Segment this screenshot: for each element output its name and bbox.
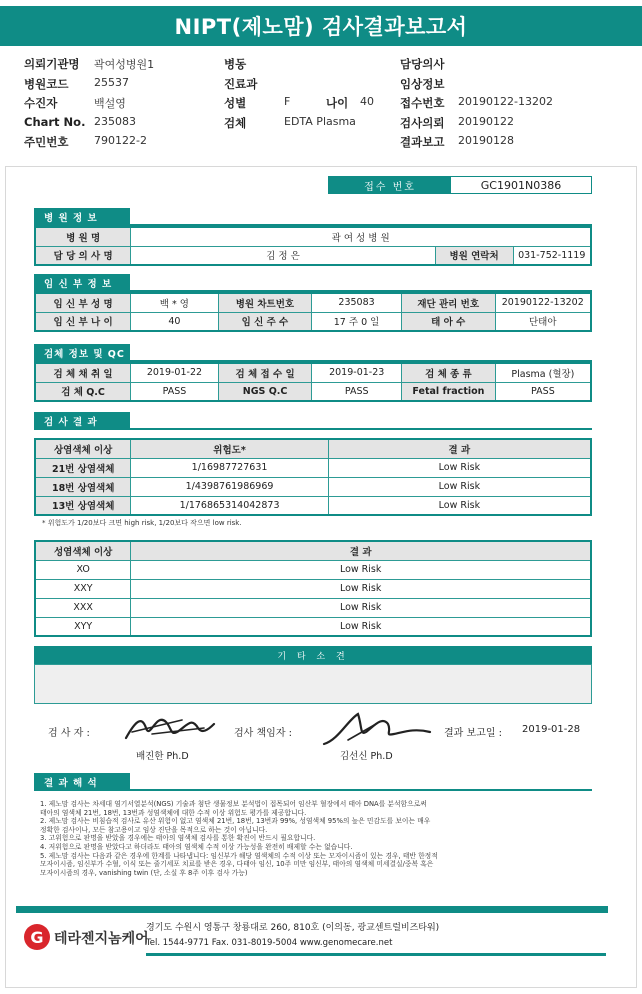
- specimen-type-value: Plasma (혈장): [495, 363, 591, 382]
- table-row: [35, 477, 591, 496]
- receipt-number-box: [328, 176, 592, 194]
- collect-date-label: 검 체 채 취 일: [35, 363, 131, 382]
- manager-name: 김선신 Ph.D: [340, 751, 393, 762]
- rrn-value: 790122-2: [94, 134, 147, 147]
- fetal-fraction-value: PASS: [495, 382, 591, 401]
- sex-chromosome-name: XXY: [35, 579, 131, 598]
- section-divider: [34, 428, 592, 430]
- hospital-chart-value: 235083: [312, 293, 402, 312]
- sex-chromosome-name: XO: [35, 560, 131, 579]
- foundation-number-value: 20190122-13202: [495, 293, 591, 312]
- table-row: [35, 579, 591, 598]
- specimen-qc-label: 검 체 Q.C: [35, 382, 131, 401]
- interpretation-line: 태아의 염색체 21번, 18번, 13번과 성염색체에 대한 수적 이상 위험도 평가를 제공합니다.: [40, 808, 307, 817]
- sex-chromosome-col-header: 성염색체 이상: [35, 541, 131, 560]
- sex-chromosome-result: Low Risk: [131, 560, 591, 579]
- autosome-name: 21번 상염색체: [35, 458, 131, 477]
- sex-chromosome-table: [34, 540, 592, 637]
- specimen-qc-value: PASS: [131, 382, 219, 401]
- interpretation-line: 모자이시즘, 임신부가 수혈, 이식 또는 줄기세포 치료를 받은 경우, 다태아 임신, 10주 미만 임신부, 태아의 염색체 미세결실/중복 혹은: [40, 860, 434, 869]
- sex-value: F: [284, 95, 291, 108]
- gestation-weeks-label: 임 신 주 수: [218, 312, 312, 331]
- pregnant-name-label: 임 신 부 성 명: [35, 293, 131, 312]
- company-address: 경기도 수원시 영통구 창룡대로 260, 810호 (이의동, 광교센트럴비즈타워): [146, 923, 440, 933]
- fetal-fraction-label: Fetal fraction: [402, 382, 496, 401]
- pregnant-section-header: 임 신 부 정 보: [34, 274, 130, 291]
- interpretation-header: 결 과 해 석: [34, 773, 130, 790]
- table-row: [35, 458, 591, 477]
- interpretation-text: [40, 800, 600, 877]
- manager-signature-icon: [318, 710, 438, 750]
- gestation-weeks-value: 17 주 0 일: [312, 312, 402, 331]
- doctor-name-value: 김 정 은: [131, 246, 435, 265]
- autosome-risk: 1/16987727631: [131, 458, 328, 477]
- table-row: [35, 560, 591, 579]
- sex-chromosome-result: Low Risk: [131, 579, 591, 598]
- ngs-qc-value: PASS: [312, 382, 402, 401]
- age-label: 나이: [326, 96, 349, 110]
- other-findings-box: [34, 664, 592, 704]
- footer-divider: [16, 906, 608, 913]
- tester-label: 검 사 자 :: [48, 728, 90, 739]
- autosome-result: Low Risk: [328, 477, 591, 496]
- foundation-number-label: 재단 관리 번호: [401, 293, 495, 312]
- risk-footnote: * 위험도가 1/20보다 크면 high risk, 1/20보다 작으면 low risk.: [42, 519, 242, 527]
- receipt-value: 20190122-13202: [458, 95, 553, 108]
- pregnant-table: [34, 292, 592, 332]
- other-findings-header: 기 타 소 견: [34, 646, 592, 664]
- collect-date-value: 2019-01-22: [131, 363, 219, 382]
- ward-label: 병동: [224, 57, 247, 71]
- report-label: 결과보고: [400, 135, 445, 149]
- autosome-name: 13번 상염색체: [35, 496, 131, 515]
- table-row: [35, 598, 591, 617]
- receipt-number-label: 접수 번호: [329, 177, 451, 193]
- code-label: 병원코드: [24, 77, 69, 91]
- interpretation-line: 1. 제노맘 검사는 차세대 염기서열분석(NGS) 기술과 첨단 생물정보 분석법이 접목되어 임산부 혈장에서 태아 DNA를 분석함으로써: [40, 800, 427, 808]
- interpretation-line: 4. 저위험으로 판명을 받았다고 하더라도 태아의 염색체 수적 이상 가능성을 완전히 배제할 수는 없습니다.: [40, 842, 353, 851]
- chart-label: Chart No.: [24, 115, 86, 129]
- interpretation-line: 정확한 검사이나, 모든 참고용이고 임상 진단을 목적으로 하는 것이 아닙니다.: [40, 825, 268, 834]
- specimen-type-label: 검 체 종 류: [402, 363, 496, 382]
- results-section-header: 검 사 결 과: [34, 412, 130, 429]
- manager-label: 검사 책임자 :: [234, 728, 293, 739]
- receipt-number-value: GC1901N0386: [480, 178, 562, 192]
- pregnant-name-value: 백 * 영: [131, 293, 218, 312]
- collector-label: 수진자: [24, 96, 58, 110]
- dept-label: 진료과: [224, 77, 258, 91]
- report-title: NIPT(제노맘) 검사결과보고서: [0, 6, 642, 46]
- chart-value: 235083: [94, 115, 136, 128]
- hospital-label: 의뢰기관명: [24, 57, 80, 71]
- autosome-risk: 1/4398761986969: [131, 477, 328, 496]
- tester-name: 배진한 Ph.D: [136, 751, 189, 762]
- footer-bottom-divider: [146, 953, 606, 956]
- interpretation-line: 2. 제노맘 검사는 비침습적 검사로 유산 위험이 없고 염색체 21번, 18번, 13번과 99%, 성염색체 95%의 높은 민감도를 보이는 매우: [40, 817, 431, 826]
- specimen-value: EDTA Plasma: [284, 115, 356, 128]
- table-row: [35, 617, 591, 636]
- pregnant-age-value: 40: [131, 312, 218, 331]
- receive-date-label: 검 체 접 수 일: [218, 363, 312, 382]
- code-value: 25537: [94, 76, 129, 89]
- doctor-name-label: 담 당 의 사 명: [35, 246, 131, 265]
- tester-signature-icon: [122, 708, 218, 746]
- collector-value: 백설영: [94, 97, 126, 110]
- pregnant-age-label: 임 신 부 나 이: [35, 312, 131, 331]
- report-value: 20190128: [458, 134, 514, 147]
- clinical-label: 임상정보: [400, 77, 445, 91]
- rrn-label: 주민번호: [24, 135, 69, 149]
- sex-chromosome-name: XXX: [35, 598, 131, 617]
- specimen-section-header: 검체 정보 및 QC: [34, 344, 130, 361]
- interpretation-line: 모자이시즘의 경우, vanishing twin (단, 소실 후 8주 이후 검사 가능): [40, 868, 248, 877]
- hospital-table: [34, 226, 592, 266]
- request-value: 20190122: [458, 115, 514, 128]
- risk-col-header: 위험도*: [131, 439, 328, 458]
- table-row: [35, 496, 591, 515]
- interpretation-line: 3. 고위험으로 판명을 받았을 경우에는 태아의 염색체 검사를 통한 확진이 반드시 필요합니다.: [40, 834, 316, 843]
- hospital-chart-label: 병원 차트번호: [218, 293, 312, 312]
- sex-chromosome-result: Low Risk: [131, 617, 591, 636]
- receipt-label: 접수번호: [400, 96, 445, 110]
- autosome-col-header: 상염색체 이상: [35, 439, 131, 458]
- doctor-label: 담당의사: [400, 57, 445, 71]
- specimen-label: 검체: [224, 116, 247, 130]
- sex-label: 성별: [224, 96, 247, 110]
- hospital-contact-label: 병원 연락처: [435, 246, 513, 265]
- request-label: 검사의뢰: [400, 116, 445, 130]
- patient-info: [0, 52, 642, 160]
- result-col-header: 결 과: [328, 439, 591, 458]
- autosome-risk: 1/176865314042873: [131, 496, 328, 515]
- hospital-name-label: 병 원 명: [35, 227, 131, 246]
- specimen-table: [34, 362, 592, 402]
- company-contact: Tel. 1544-9771 Fax. 031-8019-5004 www.genomecare.net: [146, 938, 393, 948]
- section-divider: [34, 789, 592, 791]
- ngs-qc-label: NGS Q.C: [218, 382, 312, 401]
- hospital-name-value: 곽 여 성 병 원: [131, 227, 591, 246]
- sex-result-col-header: 결 과: [131, 541, 591, 560]
- autosome-result: Low Risk: [328, 496, 591, 515]
- receive-date-value: 2019-01-23: [312, 363, 402, 382]
- fetus-count-value: 단태아: [495, 312, 591, 331]
- autosome-name: 18번 상염색체: [35, 477, 131, 496]
- sex-chromosome-name: XYY: [35, 617, 131, 636]
- hospital-section-header: 병 원 정 보: [34, 208, 130, 225]
- age-value: 40: [360, 95, 374, 108]
- autosome-result: Low Risk: [328, 458, 591, 477]
- company-logo-icon: G: [24, 924, 50, 950]
- company-name: 테라젠지놈케어: [54, 931, 149, 947]
- hospital-contact-value: 031-752-1119: [513, 246, 591, 265]
- fetus-count-label: 태 아 수: [401, 312, 495, 331]
- autosome-results-table: [34, 438, 592, 516]
- signature-row: [0, 712, 642, 762]
- report-date-label: 결과 보고일 :: [444, 728, 503, 739]
- sex-chromosome-result: Low Risk: [131, 598, 591, 617]
- interpretation-line: 5. 제노맘 검사는 다음과 같은 경우에 한계를 나타냅니다: 임신부가 해당 염색체의 수적 이상 또는 모자이시즘이 있는 경우, 태반 한정적: [40, 851, 438, 860]
- report-date-value: 2019-01-28: [522, 724, 581, 735]
- hospital-value: 곽여성병원1: [94, 58, 155, 71]
